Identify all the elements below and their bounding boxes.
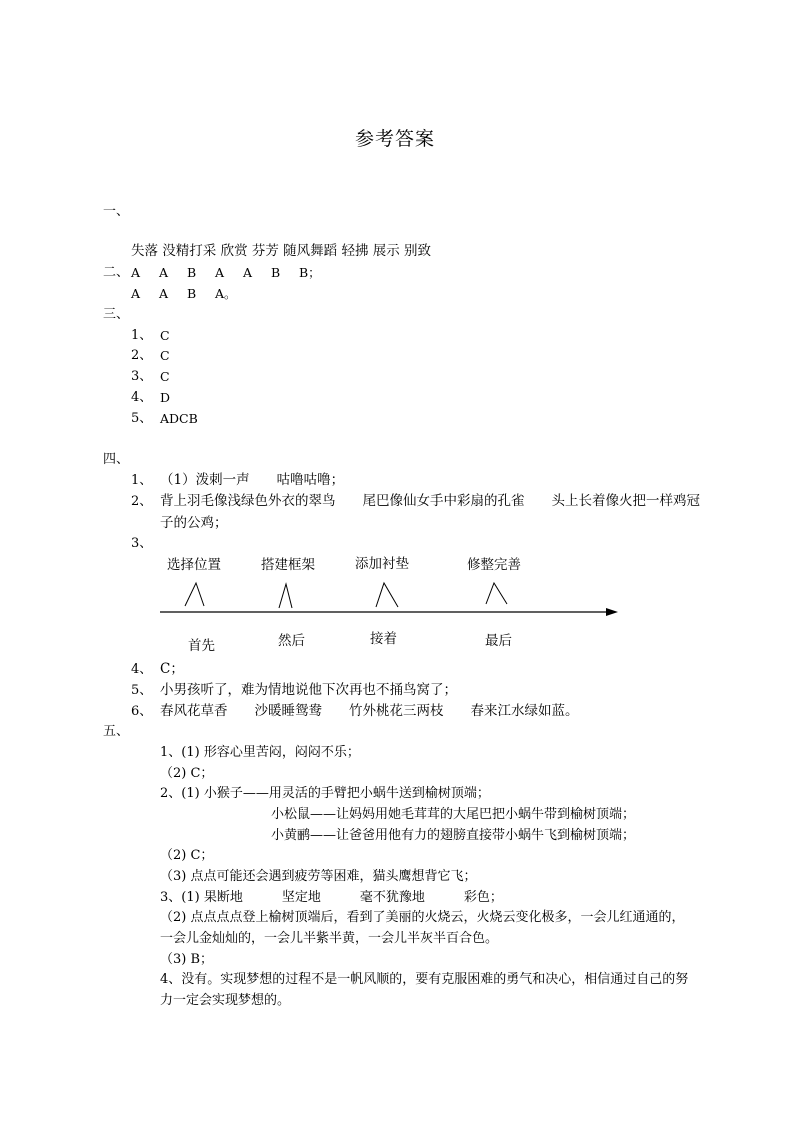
- section-5-line: 1、(1) 形容心里苦闷，闷闷不乐；: [160, 745, 360, 760]
- section-5-line: （3) B；: [160, 952, 214, 967]
- section-2-row-1-item: A: [159, 265, 169, 280]
- q4-4-number: 4、: [131, 662, 153, 677]
- flow-order-label: 首先: [188, 638, 215, 654]
- section-3-item-answer: ADCB: [160, 411, 198, 426]
- q4-2-answer-line-1: 背上羽毛像浅绿色外衣的翠鸟 尾巴像仙女手中彩扇的孔雀 头上长着像火把一样鸡冠: [160, 493, 700, 509]
- flow-order-label: 最后: [485, 633, 512, 649]
- section-3-item-number: 1、: [131, 328, 153, 343]
- q4-1-answer: （1）泼刺一声 咕噜咕噜；: [160, 472, 345, 488]
- section-5-line: 小黄鹂——让爸爸用他有力的翅膀直接带小蜗牛飞到榆树顶端；: [271, 828, 636, 843]
- section-2-row-1-item: B: [271, 265, 281, 280]
- step-marker: [185, 583, 204, 606]
- flow-step-label: 添加衬垫: [355, 556, 409, 572]
- q4-6-number: 6、: [131, 704, 153, 719]
- flow-step-label: 修整完善: [467, 557, 521, 573]
- page-title: 参考答案: [355, 128, 436, 150]
- q4-3-number: 3、: [131, 536, 153, 551]
- section-2-row-1-item: B: [187, 265, 197, 280]
- section-2-row-1-item: A: [243, 265, 253, 280]
- section-3-item-answer: C: [160, 328, 170, 343]
- section-2-row-1-item: A: [131, 265, 141, 280]
- section-2-row-2-item: A: [159, 286, 169, 301]
- section-2-row-1-item: A: [215, 265, 225, 280]
- step-marker: [376, 583, 398, 607]
- section-5-line: 一会儿金灿灿的，一会儿半紫半黄，一会儿半灰半百合色。: [160, 931, 499, 946]
- q4-1-number: 1、: [131, 473, 153, 488]
- section-5-line: 2、(1) 小猴子——用灵活的手臂把小蜗牛送到榆树顶端；: [160, 786, 490, 801]
- flow-step-label: 选择位置: [167, 557, 221, 573]
- section-1-answer: 失落 没精打采 欣赏 芬芳 随风舞蹈 轻拂 展示 别致: [131, 243, 432, 259]
- section-3-number: 三、: [103, 307, 130, 322]
- flow-step-label: 搭建框架: [261, 557, 315, 573]
- section-5-number: 五、: [103, 724, 130, 739]
- section-2-number: 二、: [103, 265, 130, 280]
- q4-5-number: 5、: [131, 683, 153, 698]
- q4-4-answer: C；: [160, 661, 184, 677]
- section-4-number: 四、: [103, 452, 130, 467]
- section-2-row-2-item: A: [131, 286, 141, 301]
- q4-5-answer: 小男孩听了，难为情地说他下次再也不捅鸟窝了；: [160, 682, 457, 698]
- section-5-line: （2) C；: [160, 766, 214, 781]
- section-2-row-1-item: B；: [299, 265, 321, 280]
- section-5-line: （2) 点点点点登上榆树顶端后，看到了美丽的火烧云，火烧云变化极多，一会儿红通通的，: [160, 910, 685, 925]
- section-3-item-number: 3、: [131, 369, 153, 384]
- section-3-item-number: 2、: [131, 348, 153, 363]
- section-3-item-number: 4、: [131, 390, 153, 405]
- section-5-line: （3) 点点可能还会遇到疲劳等困难，猫头鹰想背它飞；: [160, 869, 477, 884]
- section-2-row-2-item: B: [187, 286, 197, 301]
- q4-6-answer: 春风花草香 沙暖睡鸳鸯 竹外桃花三两枝 春来江水绿如蓝。: [160, 703, 579, 719]
- section-5-line: （2) C；: [160, 848, 214, 863]
- section-3-item-number: 5、: [131, 411, 153, 426]
- section-3-item-answer: D: [160, 390, 171, 405]
- flow-order-label: 接着: [370, 631, 397, 647]
- section-5-line: 力一定会实现梦想的。: [160, 993, 291, 1008]
- section-2-row-2-item: A。: [215, 286, 237, 301]
- step-marker: [279, 584, 292, 608]
- q4-2-number: 2、: [131, 494, 153, 509]
- section-3-item-answer: C: [160, 348, 170, 363]
- section-1-number: 一、: [103, 204, 130, 219]
- timeline-arrow-head: [606, 608, 618, 616]
- flow-order-label: 然后: [278, 633, 305, 649]
- section-5-line: 3、(1) 果断地 坚定地 毫不犹豫地 彩色；: [160, 890, 503, 905]
- step-marker: [486, 583, 507, 604]
- section-5-line: 小松鼠——让妈妈用她毛茸茸的大尾巴把小蜗牛带到榆树顶端；: [271, 807, 636, 822]
- section-5-line: 4、没有。实现梦想的过程不是一帆风顺的，要有克服困难的勇气和决心，相信通过自己的努: [160, 972, 689, 987]
- q4-2-answer-line-2: 子的公鸡；: [160, 515, 228, 531]
- section-3-item-answer: C: [160, 369, 170, 384]
